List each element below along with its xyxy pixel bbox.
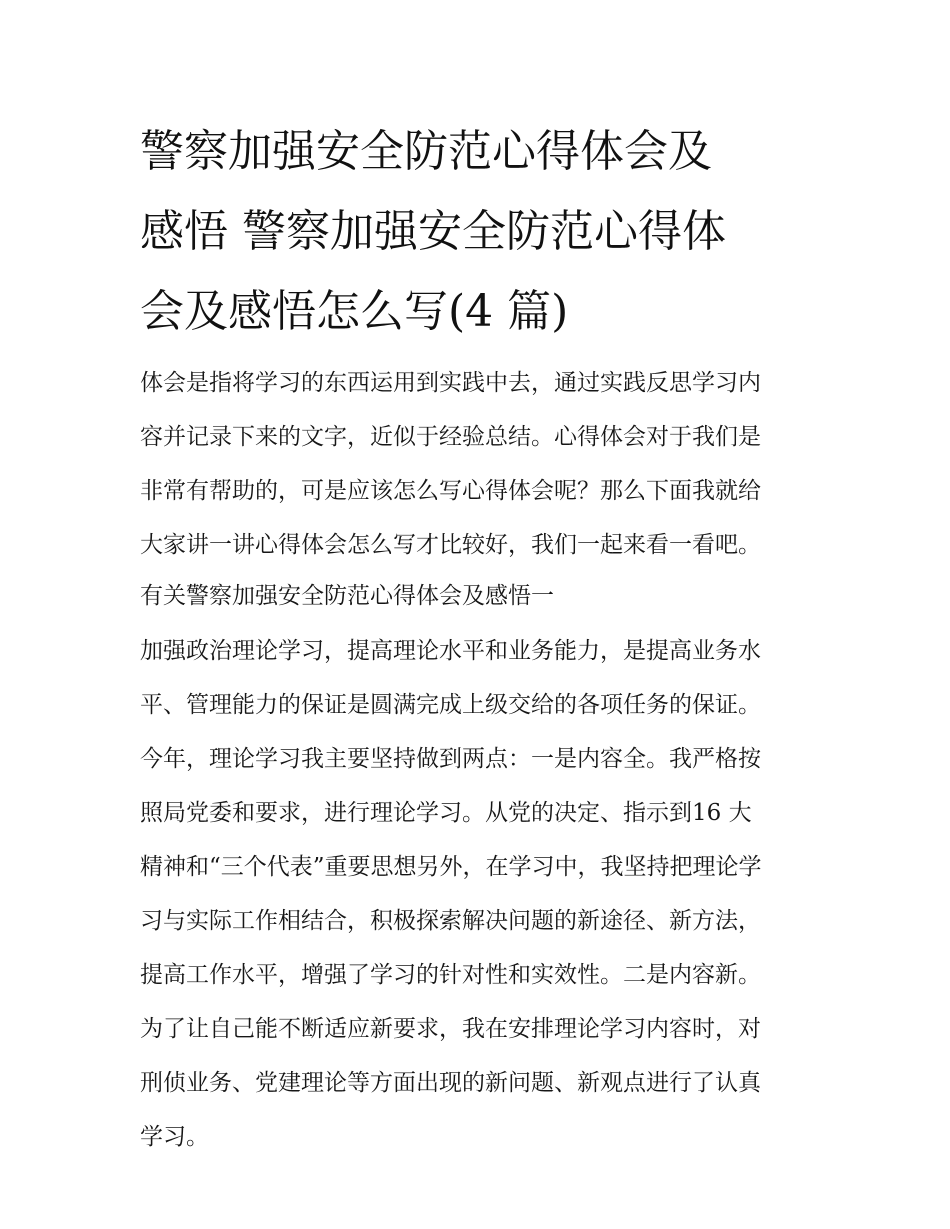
document-body	[140, 356, 820, 1164]
section-paragraph-line: 精神和“三个代表”重要思想另外，在学习中，我坚持把理论学	[140, 854, 762, 880]
title-line: 会及感悟怎么写(4 篇)	[140, 286, 569, 337]
section-paragraph-line: 为了让自己能不断适应新要求，我在安排理论学习内容时，对	[140, 1016, 761, 1042]
section-paragraph-line: 平、管理能力的保证是圆满完成上级交给的各项任务的保证。	[140, 692, 761, 718]
intro-paragraph-line: 容并记录下来的文字，近似于经验总结。心得体会对于我们是	[140, 424, 761, 450]
section-heading: 有关警察加强安全防范心得体会及感悟一	[140, 583, 554, 609]
section-paragraph-line: 学习。	[140, 1124, 209, 1150]
section-paragraph-line: 加强政治理论学习，提高理论水平和业务能力，是提高业务水	[140, 638, 761, 664]
intro-paragraph-line: 体会是指将学习的东西运用到实践中去，通过实践反思学习内	[140, 370, 761, 396]
section-paragraph-line: 刑侦业务、党建理论等方面出现的新问题、新观点进行了认真	[140, 1070, 761, 1096]
intro-paragraph-line: 大家讲一讲心得体会怎么写才比较好，我们一起来看一看吧。	[140, 532, 761, 558]
title-line: 感悟 警察加强安全防范心得体	[140, 206, 726, 257]
document-title	[140, 112, 820, 352]
intro-paragraph-line: 非常有帮助的，可是应该怎么写心得体会呢？那么下面我就给	[140, 478, 761, 504]
title-line: 警察加强安全防范心得体会及	[140, 126, 712, 177]
section-paragraph-line: 今年，理论学习我主要坚持做到两点：一是内容全。我严格按	[140, 746, 761, 772]
section-paragraph-line: 提高工作水平，增强了学习的针对性和实效性。二是内容新。	[140, 962, 761, 988]
section-paragraph-line: 照局党委和要求，进行理论学习。从党的决定、指示到16 大	[140, 800, 752, 826]
section-paragraph-line: 习与实际工作相结合，积极探索解决问题的新途径、新方法，	[140, 908, 761, 934]
